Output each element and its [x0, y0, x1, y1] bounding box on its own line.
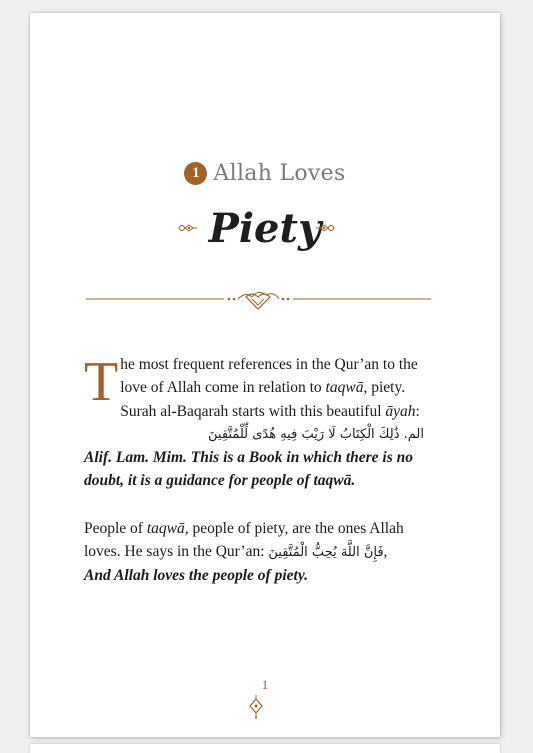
arabic-verse-inline: فَإِنَّ اللَّهَ يُحِبُّ الْمُتَّقِينَ — [268, 545, 384, 561]
text-run: , — [383, 543, 388, 561]
paragraph-1 — [84, 353, 424, 493]
next-page-edge — [30, 744, 500, 753]
text-run: Surah al-Baqarah starts with this beautiful — [120, 402, 386, 420]
chapter-label: Allah Loves — [213, 161, 346, 186]
text-run: People of — [84, 519, 147, 537]
section-divider — [86, 289, 431, 313]
arabic-verse: الم. ذَٰلِكَ الْكِتَابُ لَا رَيْبَ فِيهِ هُدًى لِّلْمُتَّقِينَ — [208, 426, 424, 442]
drop-cap: T — [84, 351, 119, 413]
chapter-title: Piety — [208, 205, 322, 252]
body-text — [84, 353, 424, 612]
chapter-heading — [30, 161, 500, 187]
title-row — [30, 205, 500, 255]
text-run: , piety. — [363, 379, 406, 397]
book-page — [30, 13, 500, 737]
verse-translation: And Allah loves the people of piety. — [84, 567, 309, 585]
taqwa-term: taqwā — [325, 379, 364, 397]
page-number: 1 — [261, 677, 269, 692]
right-flourish-icon — [315, 221, 335, 239]
text-run: love of Allah come in relation to — [120, 379, 326, 397]
footer-ornament-icon — [248, 694, 264, 725]
text-run: : — [415, 402, 420, 420]
paragraph-2 — [84, 517, 424, 588]
paragraph-1-line-2 — [120, 379, 405, 396]
verse-translation: Alif. Lam. Mim. This is a Book in which there is no doubt, it is a guidance for people of taqwā. — [84, 449, 414, 490]
ayah-term: āyah — [385, 402, 416, 420]
paragraph-1-line-3 — [120, 403, 420, 420]
taqwa-term: taqwā — [146, 519, 185, 537]
paragraph-1-line-1: he most frequent references in the Qur’an to the — [120, 356, 418, 373]
text-run: , people of piety, are the ones Allah loves. He says in the Qur’an: — [84, 519, 404, 561]
chapter-number-badge: 1 — [184, 162, 207, 185]
